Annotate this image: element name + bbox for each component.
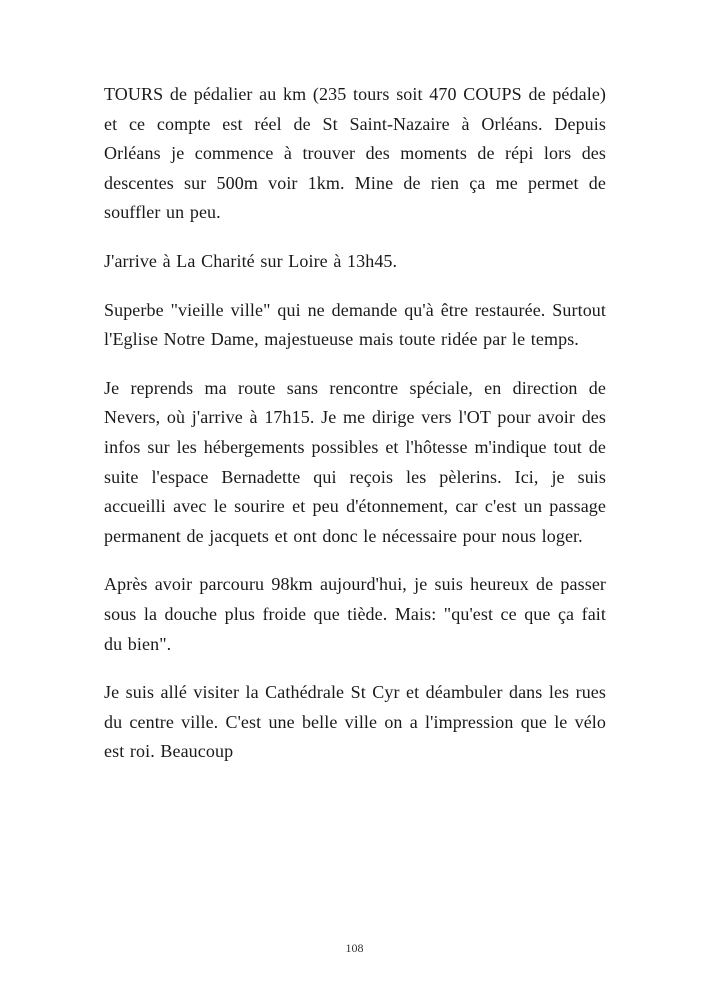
- paragraph: Je reprends ma route sans rencontre spéciale, en direction de Nevers, où j'arrive à 17h15. Je me dirige vers l'OT pour avoir des infos sur les hébergements possibles et l'hôtesse m'indique tout de suite l'espace Bernadette qui reçois les pèlerins. Ici, je suis accueilli avec le sourire et peu d'étonnement, car c'est un passage permanent de jacquets et ont donc le nécessaire pour nous loger.: [104, 377, 606, 546]
- paragraph: Je suis allé visiter la Cathédrale St Cyr et déambuler dans les rues du centre ville. C'est une belle ville on a l'impression que le vélo est roi. Beaucoup: [104, 682, 606, 762]
- page-number: 108: [345, 941, 364, 955]
- paragraph: J'arrive à La Charité sur Loire à 13h45.: [104, 250, 398, 271]
- paragraph: Superbe "vieille ville" qui ne demande qu'à être restaurée. Surtout l'Eglise Notre Dame, majestueuse mais toute ridée par le temps.: [104, 299, 606, 350]
- paragraph: TOURS de pédalier au km (235 tours soit 470 COUPS de pédale) et ce compte est réel de St Saint-Nazaire à Orléans. Depuis Orléans je commence à trouver des moments de répi lors des descentes sur 500m voir 1km. Mine de rien ça me permet de souffler un peu.: [104, 84, 606, 223]
- page-text-block: [104, 80, 606, 767]
- paragraph: Après avoir parcouru 98km aujourd'hui, je suis heureux de passer sous la douche plus froide que tiède. Mais: "qu'est ce que ça fait du bien".: [104, 574, 606, 654]
